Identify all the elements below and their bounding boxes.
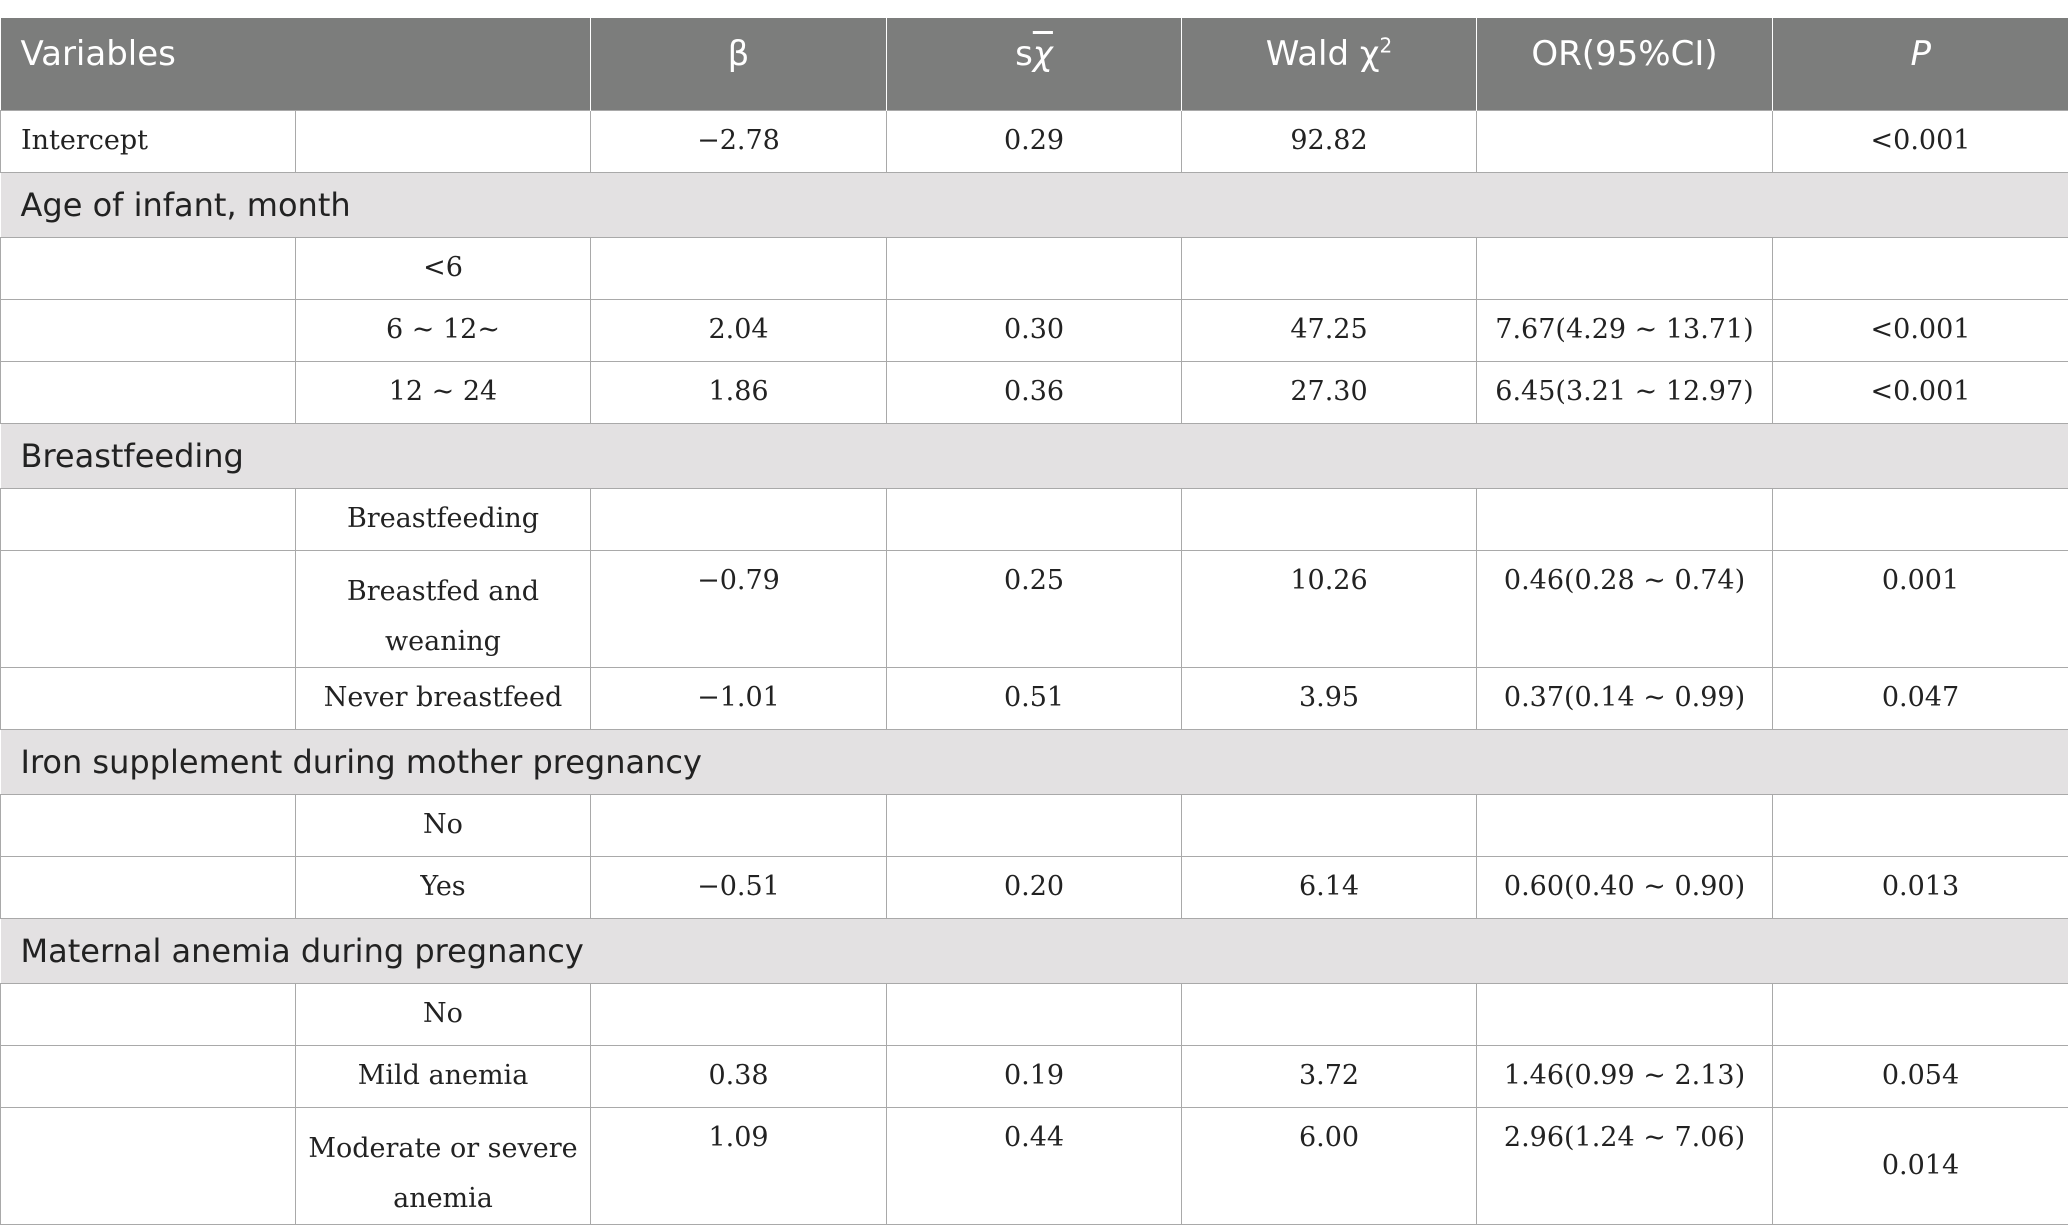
cell-se	[887, 795, 1182, 857]
cell-wald	[1182, 489, 1477, 551]
cell-empty	[1, 1108, 296, 1225]
section-title: Age of infant, month	[1, 173, 2068, 238]
cell-wald: 92.82	[1182, 111, 1477, 173]
table-body	[1, 111, 2068, 1225]
header-standard-error: $s\overline{\chi}$	[887, 18, 1182, 111]
cell-se: 0.51	[887, 668, 1182, 730]
cell-p: <0.001	[1773, 362, 2068, 424]
logistic-regression-table	[0, 18, 2068, 1225]
cell-p	[1773, 795, 2068, 857]
cell-or: 6.45(3.21 ~ 12.97)	[1477, 362, 1773, 424]
cell-empty	[1, 1046, 296, 1108]
cell-p: 0.001	[1773, 551, 2068, 668]
section-row-iron-supplement	[1, 730, 2068, 795]
cell-beta: −1.01	[591, 668, 887, 730]
cell-wald: 6.00	[1182, 1108, 1477, 1225]
section-row-maternal-anemia	[1, 919, 2068, 984]
header-variables: Variables	[1, 18, 591, 111]
cell-se: 0.44	[887, 1108, 1182, 1225]
cell-level: Moderate or severe anemia	[296, 1108, 591, 1225]
cell-level: No	[296, 984, 591, 1046]
cell-p: <0.001	[1773, 300, 2068, 362]
cell-or: 7.67(4.29 ~ 13.71)	[1477, 300, 1773, 362]
table-row-intercept	[1, 111, 2068, 173]
cell-or: 1.46(0.99 ~ 2.13)	[1477, 1046, 1773, 1108]
table-row	[1, 1046, 2068, 1108]
cell-beta: 0.38	[591, 1046, 887, 1108]
cell-empty	[1, 300, 296, 362]
cell-level: 6 ~ 12~	[296, 300, 591, 362]
cell-level: Never breastfeed	[296, 668, 591, 730]
header-p-value: P	[1773, 18, 2068, 111]
header-row	[1, 18, 2068, 111]
cell-empty	[1, 362, 296, 424]
table-row	[1, 795, 2068, 857]
cell-wald: 10.26	[1182, 551, 1477, 668]
cell-wald: 47.25	[1182, 300, 1477, 362]
header-beta: β	[591, 18, 887, 111]
cell-beta	[591, 795, 887, 857]
cell-p: 0.054	[1773, 1046, 2068, 1108]
header-wald-chi-square: Wald $\chi^2$	[1182, 18, 1477, 111]
table-row	[1, 551, 2068, 668]
cell-level: Breastfeeding	[296, 489, 591, 551]
cell-se	[887, 489, 1182, 551]
cell-se: 0.36	[887, 362, 1182, 424]
cell-or	[1477, 795, 1773, 857]
cell-level: Mild anemia	[296, 1046, 591, 1108]
cell-beta: 1.86	[591, 362, 887, 424]
intercept-label: Intercept	[1, 111, 296, 173]
cell-p: 0.013	[1773, 857, 2068, 919]
cell-beta	[591, 489, 887, 551]
cell-beta: −2.78	[591, 111, 887, 173]
cell-p: <0.001	[1773, 111, 2068, 173]
cell-beta: −0.51	[591, 857, 887, 919]
cell-se: 0.30	[887, 300, 1182, 362]
cell-level: <6	[296, 238, 591, 300]
cell-empty	[1, 857, 296, 919]
cell-level: Yes	[296, 857, 591, 919]
table-header	[1, 18, 2068, 111]
cell-or: 2.96(1.24 ~ 7.06)	[1477, 1108, 1773, 1225]
cell-or: 0.46(0.28 ~ 0.74)	[1477, 551, 1773, 668]
table-row	[1, 1108, 2068, 1225]
cell-or: 0.60(0.40 ~ 0.90)	[1477, 857, 1773, 919]
section-row-breastfeeding	[1, 424, 2068, 489]
table-row	[1, 984, 2068, 1046]
cell-empty	[1, 668, 296, 730]
cell-empty	[1, 238, 296, 300]
section-title: Maternal anemia during pregnancy	[1, 919, 2068, 984]
table-row	[1, 362, 2068, 424]
cell-empty	[1, 984, 296, 1046]
cell-beta	[591, 984, 887, 1046]
cell-level: Breastfed and weaning	[296, 551, 591, 668]
cell-se: 0.25	[887, 551, 1182, 668]
cell-se: 0.19	[887, 1046, 1182, 1108]
header-odds-ratio: OR(95%CI)	[1477, 18, 1773, 111]
cell-empty	[296, 111, 591, 173]
section-row-age-of-infant	[1, 173, 2068, 238]
cell-wald	[1182, 984, 1477, 1046]
cell-wald	[1182, 238, 1477, 300]
cell-or	[1477, 238, 1773, 300]
cell-se: 0.29	[887, 111, 1182, 173]
cell-beta	[591, 238, 887, 300]
cell-beta: −0.79	[591, 551, 887, 668]
cell-wald: 3.72	[1182, 1046, 1477, 1108]
cell-level: 12 ~ 24	[296, 362, 591, 424]
cell-p	[1773, 489, 2068, 551]
cell-or	[1477, 489, 1773, 551]
cell-wald: 3.95	[1182, 668, 1477, 730]
cell-empty	[1, 489, 296, 551]
cell-beta: 1.09	[591, 1108, 887, 1225]
cell-empty	[1, 551, 296, 668]
table-row	[1, 489, 2068, 551]
cell-wald	[1182, 795, 1477, 857]
cell-or	[1477, 111, 1773, 173]
cell-se	[887, 238, 1182, 300]
cell-or	[1477, 984, 1773, 1046]
cell-p: 0.014	[1773, 1108, 2068, 1225]
cell-or: 0.37(0.14 ~ 0.99)	[1477, 668, 1773, 730]
cell-beta: 2.04	[591, 300, 887, 362]
section-title: Breastfeeding	[1, 424, 2068, 489]
cell-empty	[1, 795, 296, 857]
cell-p	[1773, 984, 2068, 1046]
cell-level: No	[296, 795, 591, 857]
cell-wald: 6.14	[1182, 857, 1477, 919]
cell-p	[1773, 238, 2068, 300]
table-row	[1, 300, 2068, 362]
cell-wald: 27.30	[1182, 362, 1477, 424]
table-row	[1, 238, 2068, 300]
section-title: Iron supplement during mother pregnancy	[1, 730, 2068, 795]
cell-se	[887, 984, 1182, 1046]
table-row	[1, 668, 2068, 730]
regression-table-container	[0, 18, 2068, 1225]
table-row	[1, 857, 2068, 919]
cell-p: 0.047	[1773, 668, 2068, 730]
cell-se: 0.20	[887, 857, 1182, 919]
